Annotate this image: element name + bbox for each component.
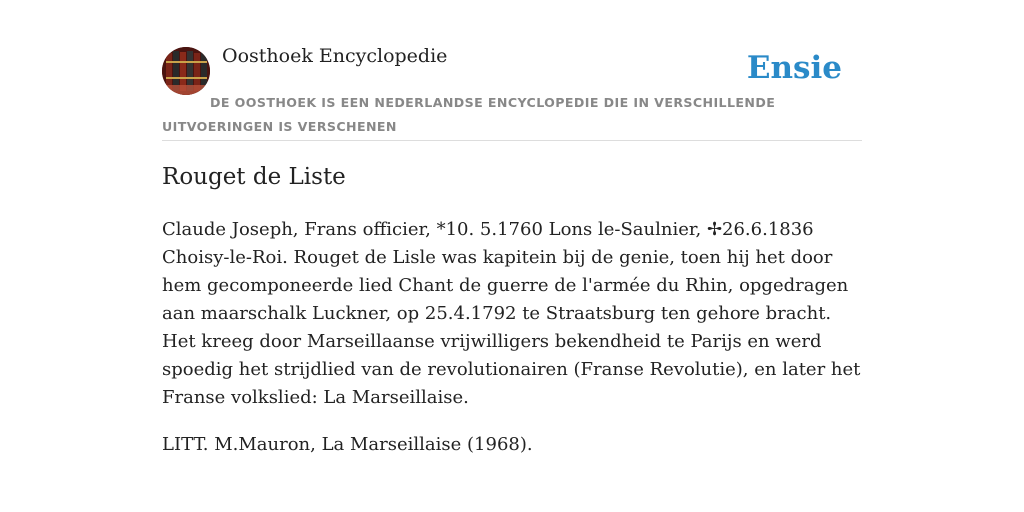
- header: [162, 0, 862, 141]
- entry-title: Rouget de Liste: [162, 164, 346, 190]
- book-spines-icon[interactable]: [162, 47, 210, 95]
- content-container: [162, 0, 862, 455]
- entry-literature: LITT. M.Mauron, La Marseillaise (1968).: [162, 434, 533, 455]
- source-description: DE OOSTHOEK IS EEN NEDERLANDSE ENCYCLOPEDIE DIE IN VERSCHILLENDE UITVOERINGEN IS VERSCHENEN: [162, 95, 776, 134]
- source-title[interactable]: Oosthoek Encyclopedie: [222, 45, 448, 67]
- brand-logo[interactable]: Ensie: [746, 50, 842, 86]
- entry-body: Claude Joseph, Frans officier, *10. 5.1760 Lons le-Saulnier, ✢26.6.1836 Choisy-le-Roi. Rouget de Lisle was kapitein bij de genie, toen hij het door hem gecomponeerde lied Chant de guerre de l'armée du Rhin, opgedragen aan maarschalk Luckner, op 25.4.1792 te Straatsburg ten gehore bracht. Het kreeg door Marseillaanse vrijwilligers bekendheid te Parijs en werd spoedig het strijdlied van de revolutionairen (Franse Revolutie), en later het Franse volkslied: La Marseillaise.: [162, 219, 861, 408]
